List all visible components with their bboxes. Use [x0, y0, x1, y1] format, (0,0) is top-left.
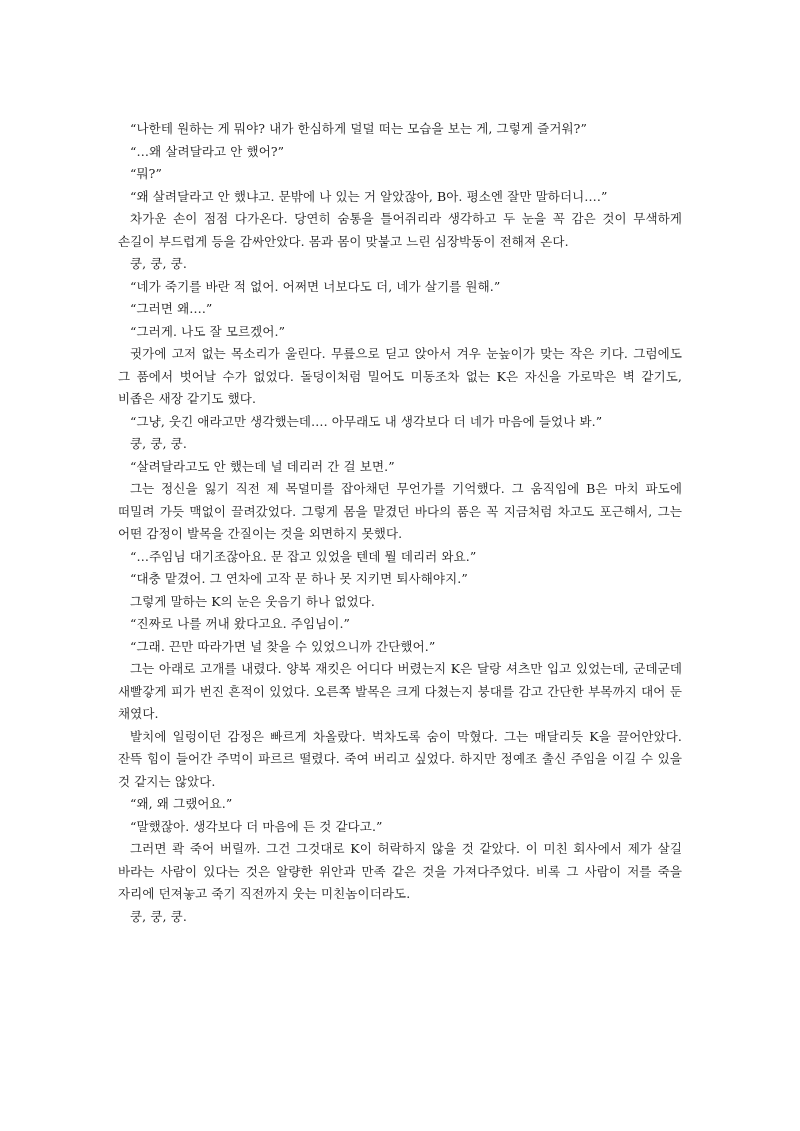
paragraph: “…왜 살려달라고 안 했어?” [130, 143, 285, 159]
paragraph: “뭐?” [130, 166, 162, 181]
paragraph: “왜, 왜 그랬어요.” [130, 796, 233, 811]
paragraph: “진짜로 나를 꺼내 왔다고요. 주임님이.” [130, 616, 351, 631]
paragraph: “대충 맡겼어. 그 연차에 고작 문 하나 못 지키면 퇴사해야지.” [130, 571, 468, 586]
paragraph: 그는 정신을 잃기 직전 제 목덜미를 잡아채던 무언가를 기억했다. 그 움직임에 B은 마치 파도에 떠밀려 가듯 맥없이 끌려갔었다. 그렇게 몸을 맡겼던 바다의 품은 꼭 지금처럼 차고도 포근해서, 그는 어떤 감정이 발목을 간질이는 것을 외면하지 못했다. [118, 481, 682, 541]
paragraph: 차가운 손이 점점 다가온다. 당연히 숨통을 틀어쥐리라 생각하고 두 눈을 꼭 감은 것이 무색하게 손길이 부드럽게 등을 감싸안았다. 몸과 몸이 맞붙고 느린 심장박동이 전해져 온다. [118, 211, 682, 249]
document-page [118, 118, 682, 928]
paragraph: 발치에 일렁이던 감정은 빠르게 차올랐다. 벅차도록 숨이 막혔다. 그는 매달리듯 K을 끌어안았다. 잔뜩 힘이 들어간 주먹이 파르르 떨렸다. 죽여 버리고 싶었다. 하지만 정예조 출신 주임을 이길 수 있을 것 같지는 않았다. [118, 728, 682, 789]
paragraph: “네가 죽기를 바란 적 없어. 어쩌면 너보다도 더, 네가 살기를 원해.” [130, 278, 501, 294]
paragraph: “왜 살려달라고 안 했냐고. 문밖에 나 있는 거 알았잖아, B아. 평소엔 잘만 말하더니….” [130, 188, 608, 204]
paragraph: “그냥, 웃긴 애라고만 생각했는데…. 아무래도 내 생각보다 더 네가 마음에 들었나 봐.” [130, 413, 603, 429]
paragraph: “나한테 원하는 게 뭐야? 내가 한심하게 덜덜 떠는 모습을 보는 게, 그렇게 즐거워?” [130, 121, 587, 136]
paragraph: “그래. 끈만 따라가면 널 찾을 수 있었으니까 간단했어.” [130, 638, 436, 654]
paragraph: 그러면 콱 죽어 버릴까. 그건 그것대로 K이 허락하지 않을 것 같았다. 이 미친 회사에서 제가 살길 바라는 사람이 있다는 것은 알량한 위안과 만족 같은 것을 가져다주었다. 비록 그 사람이 저를 죽을 자리에 던져놓고 죽기 직전까지 웃는 미친놈이더라도. [118, 841, 682, 901]
paragraph: “그러게. 나도 잘 모르겠어.” [130, 323, 286, 339]
paragraph: 쿵, 쿵, 쿵. [130, 908, 187, 924]
paragraph: 그는 아래로 고개를 내렸다. 양복 재킷은 어디다 버렸는지 K은 달랑 셔츠만 입고 있었는데, 군데군데 새빨갛게 피가 번진 흔적이 있었다. 오른쪽 발목은 크게 다쳤는지 붕대를 감고 간단한 부목까지 대어 둔 채였다. [118, 661, 682, 721]
paragraph: “살려달라고도 안 했는데 널 데리러 간 걸 보면.” [130, 458, 395, 474]
paragraph: 그렇게 말하는 K의 눈은 웃음기 하나 없었다. [130, 593, 375, 609]
paragraph: “말했잖아. 생각보다 더 마음에 든 것 같다고.” [130, 818, 383, 834]
paragraph: 쿵, 쿵, 쿵. [130, 256, 187, 271]
paragraph: “…주임님 대기조잖아요. 문 잡고 있었을 텐데 뭘 데리러 와요.” [130, 548, 477, 564]
paragraph: “그러면 왜….” [130, 301, 213, 316]
paragraph: 쿵, 쿵, 쿵. [130, 436, 187, 451]
paragraph: 귓가에 고저 없는 목소리가 울린다. 무릎으로 딛고 앉아서 겨우 눈높이가 맞는 작은 키다. 그럼에도 그 품에서 벗어날 수가 없었다. 돌덩이처럼 밀어도 미동조차 없는 K은 자신을 가로막은 벽 같기도, 비좁은 새장 같기도 했다. [118, 346, 682, 406]
